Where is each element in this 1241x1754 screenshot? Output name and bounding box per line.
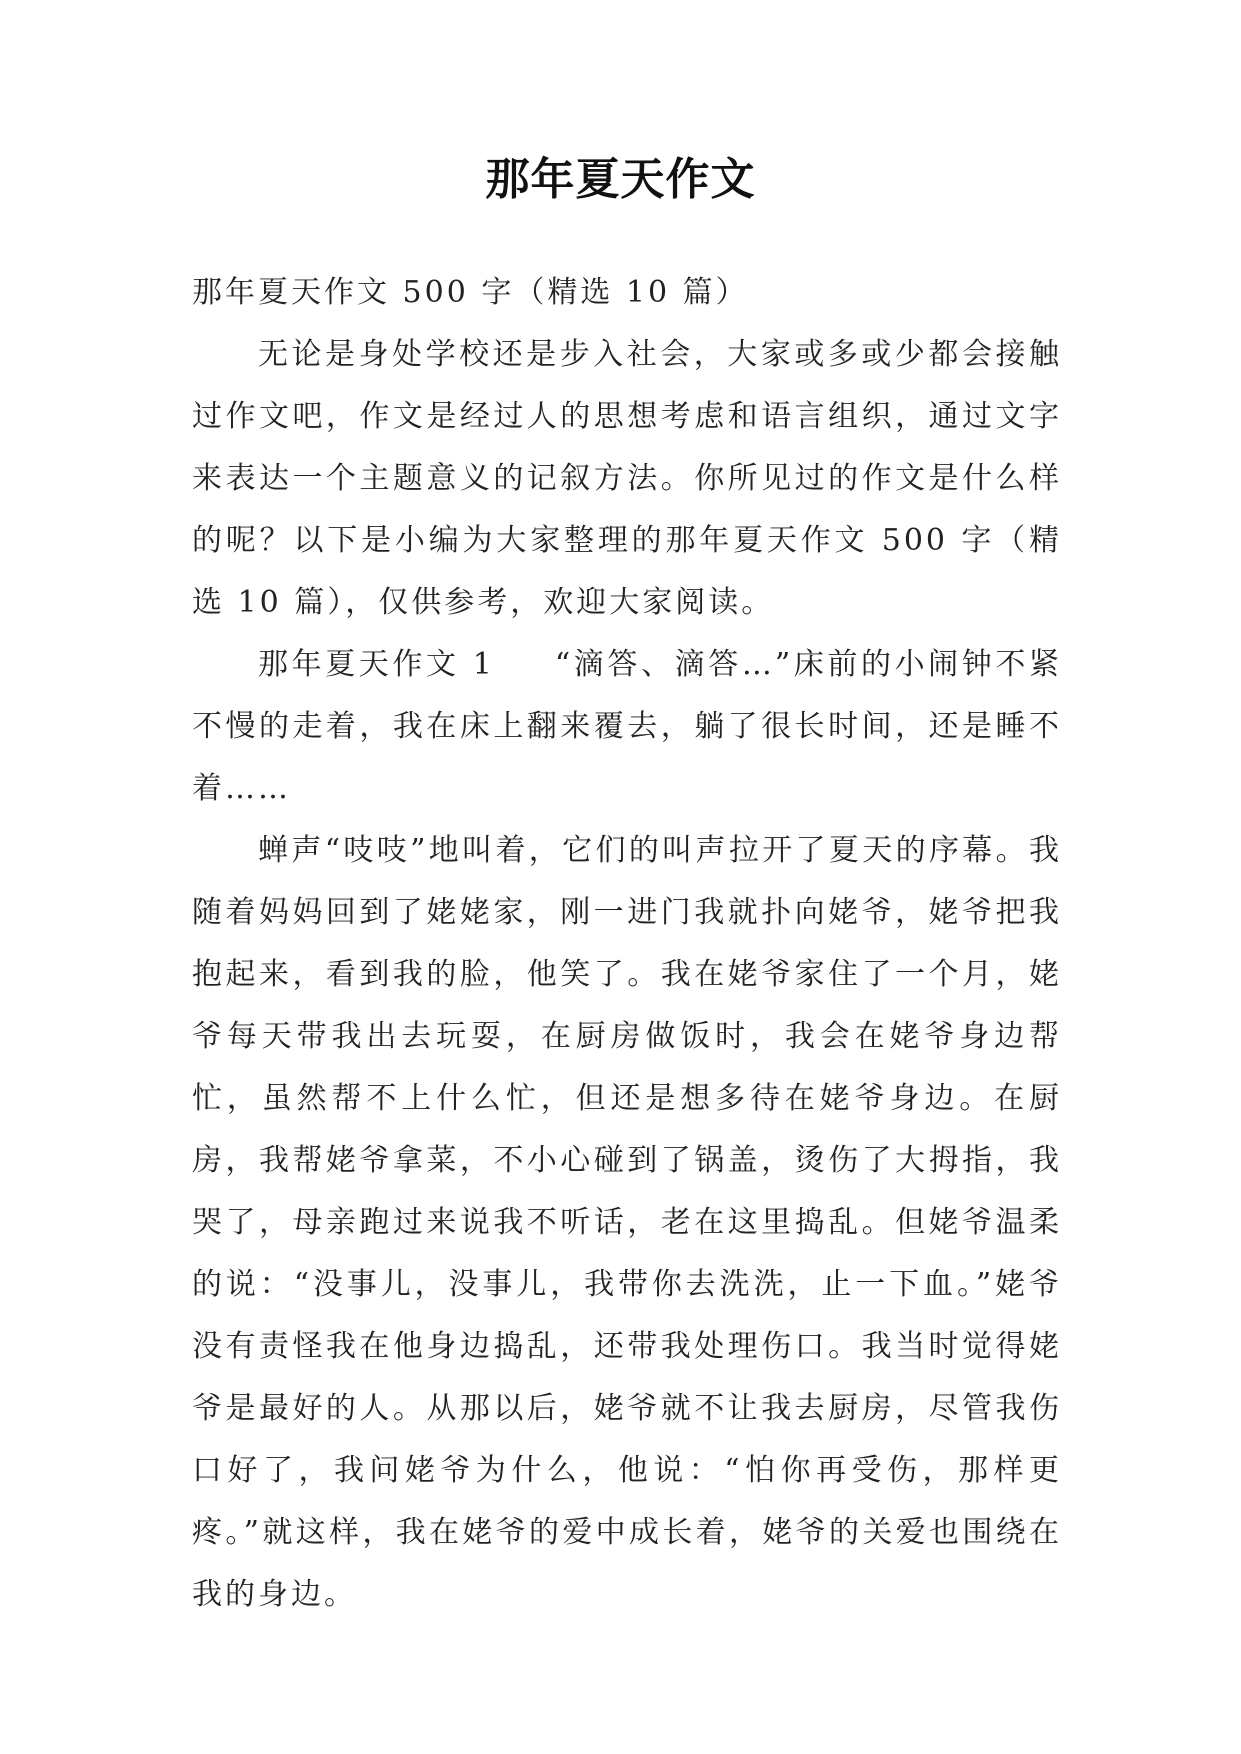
document-title: 那年夏天作文 bbox=[485, 154, 756, 205]
essay-1-opening: “滴答、滴答…”床前的小闹钟不紧不慢的走着，我在床上翻来覆去，躺了很长时间，还是睡不着…… bbox=[192, 647, 1062, 806]
document-body bbox=[192, 262, 1062, 1626]
document-subtitle: 那年夏天作文 500 字（精选 10 篇） bbox=[192, 275, 749, 310]
essay-1-heading: 那年夏天作文 1 bbox=[258, 647, 495, 682]
intro-paragraph: 无论是身处学校还是步入社会，大家或多或少都会接触过作文吧，作文是经过人的思想考虑和语言组织，通过文字来表达一个主题意义的记叙方法。你所见过的作文是什么样的呢？以下是小编为大家整理的那年夏天作文 500 字（精选 10 篇），仅供参考，欢迎大家阅读。 bbox=[192, 337, 1062, 620]
essay-1-body-paragraph: 蝉声“吱吱”地叫着，它们的叫声拉开了夏天的序幕。我随着妈妈回到了姥姥家，刚一进门我就扑向姥爷，姥爷把我抱起来，看到我的脸，他笑了。我在姥爷家住了一个月，姥爷每天带我出去玩耍，在厨房做饭时，我会在姥爷身边帮忙，虽然帮不上什么忙，但还是想多待在姥爷身边。在厨房，我帮姥爷拿菜，不小心碰到了锅盖，烫伤了大拇指，我哭了，母亲跑过来说我不听话，老在这里捣乱。但姥爷温柔的说：“没事儿，没事儿，我带你去洗洗，止一下血。”姥爷没有责怪我在他身边捣乱，还带我处理伤口。我当时觉得姥爷是最好的人。从那以后，姥爷就不让我去厨房，尽管我伤口好了，我问姥爷为什么，他说：“怕你再受伤，那样更疼。”就这样，我在姥爷的爱中成长着，姥爷的关爱也围绕在我的身边。 bbox=[192, 833, 1062, 1612]
essay-1-first-paragraph bbox=[192, 634, 1062, 820]
